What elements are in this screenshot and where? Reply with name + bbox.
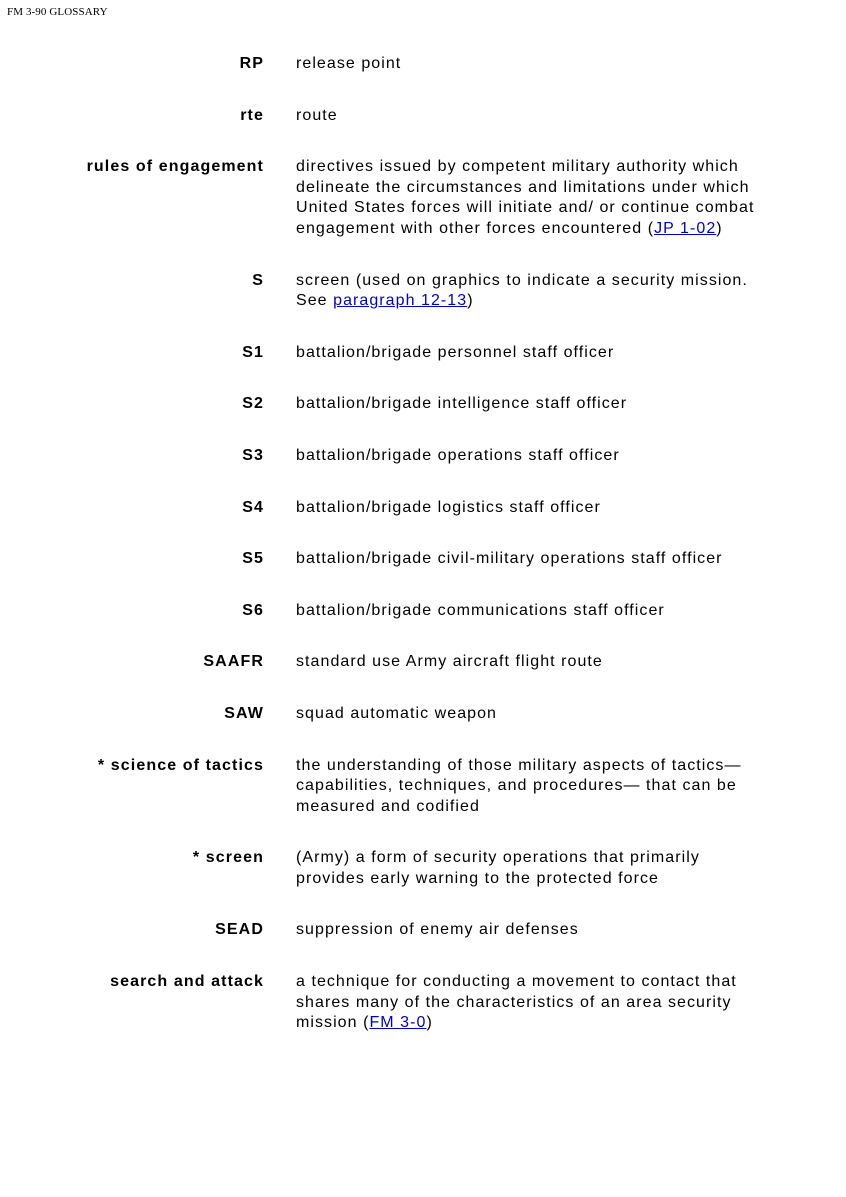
- term: SAW: [224, 704, 264, 722]
- glossary-entry-s: [0, 271, 846, 312]
- term: S1: [242, 343, 264, 361]
- glossary-entry-s4: [0, 498, 846, 519]
- definition: battalion/brigade communications staff officer: [296, 601, 665, 619]
- running-head: FM 3-90 GLOSSARY: [7, 6, 108, 18]
- term: * science of tactics: [97, 756, 264, 774]
- definition: directives issued by competent military authority which delineate the circumstances and limitations under which United States forces will initiate and/ or continue combat engagement with other forces encountered (JP 1-02): [296, 158, 755, 237]
- glossary-entry-saw: [0, 704, 846, 725]
- glossary-entry-rp: [0, 54, 846, 75]
- definition: screen (used on graphics to indicate a security mission. See paragraph 12-13): [296, 271, 748, 310]
- term: rules of engagement: [86, 158, 264, 176]
- term: S4: [242, 498, 264, 516]
- term: RP: [239, 55, 264, 72]
- definition: suppression of enemy air defenses: [296, 921, 579, 939]
- term: SEAD: [215, 921, 264, 939]
- glossary-entry-s6: [0, 601, 846, 622]
- glossary-entry-rte: [0, 106, 846, 127]
- definition: the understanding of those military aspects of tactics—capabilities, techniques, and procedures— that can be measured and codified: [296, 756, 742, 815]
- reference-link-jp-1-02[interactable]: JP 1-02: [654, 219, 717, 237]
- term: search and attack: [110, 973, 264, 991]
- glossary-entry-s3: [0, 446, 846, 467]
- glossary-entry-s2: [0, 394, 846, 415]
- definition: release point: [296, 55, 402, 72]
- term: rte: [240, 106, 264, 124]
- definition: battalion/brigade personnel staff officer: [296, 343, 615, 361]
- term: S: [252, 271, 264, 289]
- glossary-entry-science-of-tactics: [0, 756, 846, 818]
- definition: a technique for conducting a movement to contact that shares many of the characteristics of an area security mission (FM 3-0): [296, 973, 737, 1032]
- reference-link-paragraph-12-13[interactable]: paragraph 12-13: [333, 292, 468, 310]
- glossary-entry-s5: [0, 549, 846, 570]
- definition: standard use Army aircraft flight route: [296, 653, 603, 671]
- definition: battalion/brigade logistics staff officer: [296, 498, 601, 516]
- term: S2: [242, 395, 264, 413]
- glossary-entry-search-and-attack: [0, 972, 846, 1034]
- term: S5: [242, 550, 264, 568]
- definition: battalion/brigade intelligence staff officer: [296, 395, 628, 413]
- definition: squad automatic weapon: [296, 704, 497, 722]
- term: * screen: [192, 849, 264, 867]
- term: S3: [242, 446, 264, 464]
- term: S6: [242, 601, 264, 619]
- glossary-entry-rules-of-engagement: [0, 157, 846, 239]
- definition: route: [296, 106, 338, 124]
- glossary-entry-s1: [0, 343, 846, 364]
- definition: (Army) a form of security operations that primarily provides early warning to the protected force: [296, 849, 700, 887]
- glossary-entry-screen: [0, 848, 846, 889]
- term: SAAFR: [203, 653, 264, 671]
- glossary-entry-saafr: [0, 652, 846, 673]
- reference-link-fm-3-0[interactable]: FM 3-0: [369, 1014, 427, 1032]
- glossary-entry-sead: [0, 920, 846, 941]
- definition: battalion/brigade operations staff officer: [296, 446, 620, 464]
- definition: battalion/brigade civil-military operations staff officer: [296, 550, 723, 568]
- glossary-list: [0, 54, 846, 1065]
